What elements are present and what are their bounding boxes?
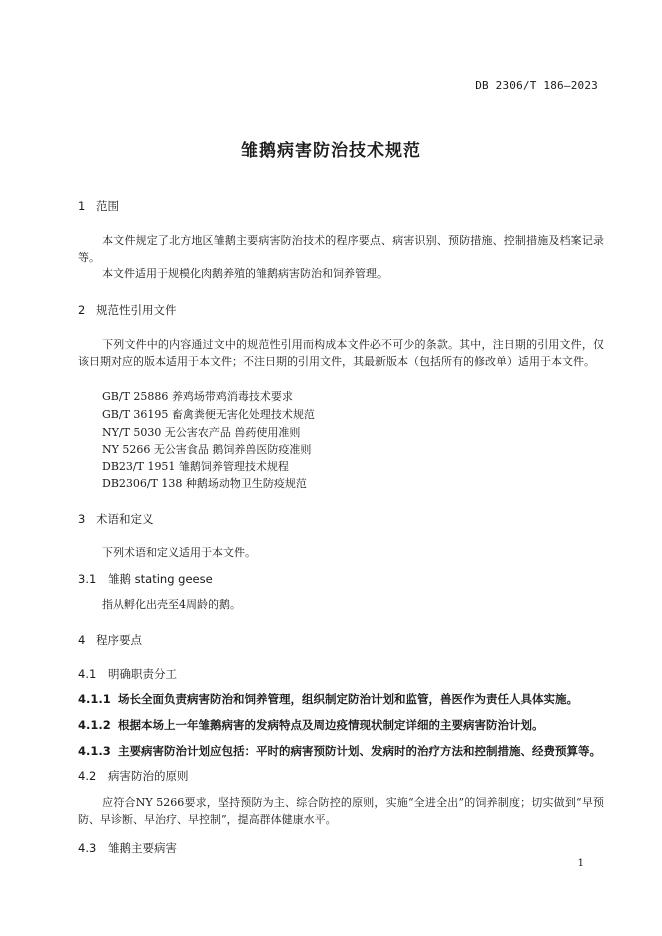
paragraph (78, 266, 604, 283)
subsection-heading (78, 768, 189, 784)
section-4-heading (78, 632, 142, 648)
paragraph (78, 233, 604, 266)
paragraph-text: 指从孵化出壳至4周龄的鹅。 (102, 598, 241, 611)
section-number: 3 (78, 512, 86, 526)
section-number: 2 (78, 303, 86, 317)
subsection-title: 病害防治的原则 (108, 769, 189, 783)
subsection-number: 4.3 (78, 841, 97, 855)
section-title: 范围 (96, 199, 119, 213)
subsection-number: 4.1 (78, 667, 97, 681)
section-3-heading (78, 511, 154, 527)
reference-item: GB/T 25886 养鸡场带鸡消毒技术要求 (102, 390, 293, 403)
paragraph-text: 应符合NY 5266要求，坚持预防为主、综合防控的原则，实施“全进全出”的饲养制度；切实做到“早预防、早诊断、早治疗、早控制”，提高群体健康水平。 (78, 796, 604, 826)
paragraph (78, 545, 604, 562)
clause-text: 场长全面负责病害防治和饲养管理，组织制定防治计划和监管，兽医作为责任人具体实施。 (118, 692, 578, 706)
paragraph (78, 597, 604, 614)
reference-item: NY 5266 无公害食品 鹅饲养兽医防疫准则 (102, 443, 312, 456)
reference-item: GB/T 36195 畜禽粪便无害化处理技术规范 (102, 408, 315, 421)
clause-text: 主要病害防治计划应包括：平时的病害预防计划、发病时的治疗方法和控制措施、经费预算等。 (118, 744, 601, 758)
paragraph-text: 本文件规定了北方地区雏鹅主要病害防治技术的程序要点、病害识别、预防措施、控制措施及档案记录等。 (78, 234, 604, 264)
section-title: 规范性引用文件 (96, 303, 177, 317)
reference-item: DB23/T 1951 雏鹅饲养管理技术规程 (102, 460, 289, 473)
section-number: 4 (78, 633, 86, 647)
document-title: 雏鹅病害防治技术规范 (241, 141, 421, 161)
subsection-title: 明确职责分工 (108, 667, 177, 681)
clause-number: 4.1.2 (78, 718, 111, 732)
section-number: 1 (78, 199, 86, 213)
document-number: DB 2306/T 186—2023 (475, 79, 598, 92)
page-number: 1 (577, 858, 584, 869)
clause-text: 根据本场上一年雏鹅病害的发病特点及周边疫情现状制定详细的主要病害防治计划。 (118, 718, 544, 732)
clause (78, 717, 544, 733)
reference-item: NY/T 5030 无公害农产品 兽药使用准则 (102, 426, 301, 439)
section-2-heading (78, 302, 177, 318)
term-heading (78, 571, 213, 587)
term-number: 3.1 (78, 572, 97, 586)
term-name: 雏鹅 stating geese (108, 572, 213, 586)
clause (78, 691, 578, 707)
clause (78, 743, 601, 759)
subsection-title: 雏鹅主要病害 (108, 841, 177, 855)
clause-number: 4.1.1 (78, 692, 111, 706)
paragraph (78, 795, 604, 828)
reference-item: DB2306/T 138 种鹅场动物卫生防疫规范 (102, 477, 307, 490)
subsection-heading (78, 666, 177, 682)
section-title: 程序要点 (96, 633, 142, 647)
paragraph-text: 下列术语和定义适用于本文件。 (102, 546, 256, 559)
paragraph-text: 本文件适用于规模化肉鹅养殖的雏鹅病害防治和饲养管理。 (102, 267, 388, 280)
paragraph-text: 下列文件中的内容通过文中的规范性引用而构成本文件必不可少的条款。其中，注日期的引用文件，仅该日期对应的版本适用于本文件；不注日期的引用文件，其最新版本（包括所有的修改单）适用于本文件。 (78, 338, 604, 368)
section-title: 术语和定义 (96, 512, 154, 526)
clause-number: 4.1.3 (78, 744, 111, 758)
section-1-heading (78, 198, 119, 214)
subsection-heading (78, 840, 177, 856)
paragraph (78, 337, 604, 370)
subsection-number: 4.2 (78, 769, 97, 783)
